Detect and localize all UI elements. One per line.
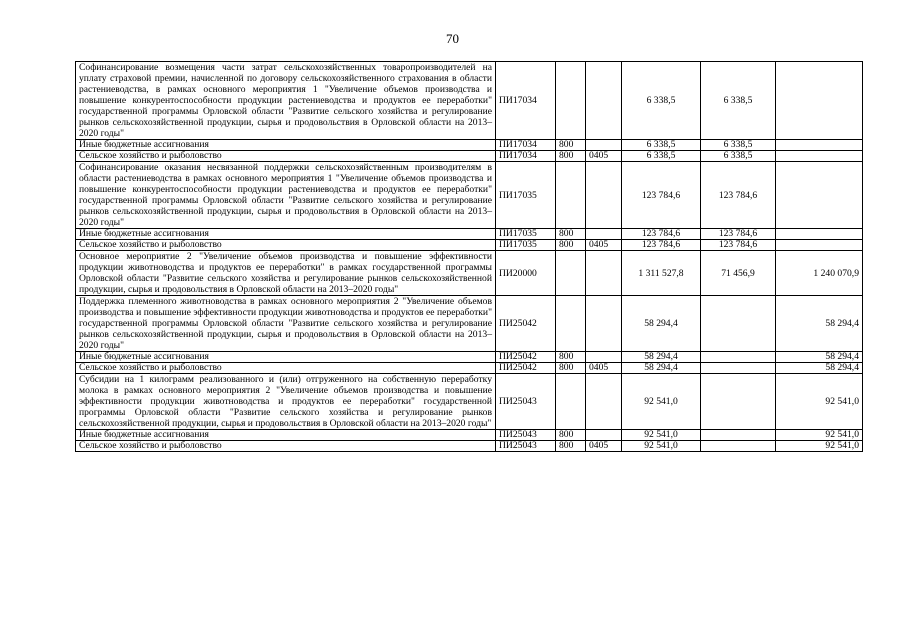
amount-regional-cell [776,240,863,251]
row-name-cell: Сельское хозяйство и рыболовство [76,363,496,374]
target-code-cell: ПИ17035 [496,229,556,240]
row-name-cell: Иные бюджетные ассигнования [76,430,496,441]
section-code-cell [586,430,622,441]
target-code-cell: ПИ25043 [496,374,556,430]
table-row [76,140,863,151]
amount-total-cell: 123 784,6 [622,240,701,251]
amount-total-cell: 58 294,4 [622,363,701,374]
amount-regional-cell: 92 541,0 [776,374,863,430]
target-code-cell: ПИ17034 [496,151,556,162]
row-name-cell: Софинансирование возмещения части затрат сельскохозяйственных товаропроизводителей на уплату страховой премии, начисленной по договору сельскохозяйственного страхования в области растениеводства, в рамках основного мероприятия 1 "Увеличение объемов производства и повышение конкурентоспособности продукции растениеводства и продуктов ее переработки" государственной программы Орловской области "Развитие сельского хозяйства и регулирование рынков сельскохозяйственной продукции, сырья и продовольствия в Орловской области на 2013–2020 годы" [76,62,496,140]
expense-type-cell [556,162,586,229]
table-row [76,441,863,452]
row-name-cell: Поддержка племенного животноводства в рамках основного мероприятия 2 "Увеличение объемов производства и повышение эффективности продукции животноводства и продуктов ее переработки" государственной программы Орловской области "Развитие сельского хозяйства и регулирование рынков сельскохозяйственной продукции, сырья и продовольствия в Орловской области на 2013–2020 годы" [76,296,496,352]
table-row [76,162,863,229]
amount-federal-cell: 6 338,5 [701,151,776,162]
amount-total-cell: 6 338,5 [622,62,701,140]
expense-type-cell: 800 [556,430,586,441]
expense-type-cell: 800 [556,441,586,452]
expense-type-cell: 800 [556,151,586,162]
amount-total-cell: 6 338,5 [622,140,701,151]
amount-federal-cell: 71 456,9 [701,251,776,296]
amount-federal-cell [701,363,776,374]
section-code-cell [586,229,622,240]
amount-federal-cell: 123 784,6 [701,229,776,240]
table-row [76,363,863,374]
row-name-cell: Субсидии на 1 килограмм реализованного и (или) отгруженного на собственную переработку молока в рамках основного мероприятия 2 "Увеличение объемов производства и повышение эффективности продукции животноводства и продуктов ее переработки" государственной программы Орловской области "Развитие сельского хозяйства и регулирование рынков сельскохозяйственной продукции, сырья и продовольствия в Орловской области на 2013–2020 годы" [76,374,496,430]
section-code-cell: 0405 [586,441,622,452]
target-code-cell: ПИ17034 [496,62,556,140]
amount-regional-cell: 58 294,4 [776,363,863,374]
row-name-cell: Сельское хозяйство и рыболовство [76,240,496,251]
amount-total-cell: 123 784,6 [622,162,701,229]
expense-type-cell: 800 [556,240,586,251]
page-number: 70 [446,31,459,46]
expense-type-cell: 800 [556,229,586,240]
amount-total-cell: 92 541,0 [622,441,701,452]
row-name-cell: Сельское хозяйство и рыболовство [76,441,496,452]
table-row [76,151,863,162]
expense-type-cell: 800 [556,352,586,363]
table-row [76,251,863,296]
target-code-cell: ПИ17035 [496,162,556,229]
amount-federal-cell [701,430,776,441]
target-code-cell: ПИ25042 [496,296,556,352]
expense-type-cell [556,251,586,296]
target-code-cell: ПИ25042 [496,363,556,374]
section-code-cell [586,296,622,352]
expense-type-cell [556,62,586,140]
table-body [76,62,863,452]
amount-regional-cell: 58 294,4 [776,352,863,363]
row-name-cell: Сельское хозяйство и рыболовство [76,151,496,162]
table-row [76,240,863,251]
amount-federal-cell [701,352,776,363]
amount-federal-cell: 6 338,5 [701,140,776,151]
target-code-cell: ПИ20000 [496,251,556,296]
section-code-cell: 0405 [586,151,622,162]
amount-total-cell: 123 784,6 [622,229,701,240]
section-code-cell: 0405 [586,363,622,374]
row-name-cell: Иные бюджетные ассигнования [76,352,496,363]
section-code-cell [586,162,622,229]
budget-table [75,61,863,452]
section-code-cell [586,62,622,140]
row-name-cell: Софинансирование оказания несвязанной поддержки сельскохозяйственным производителям в области растениеводства в рамках основного мероприятия 1 "Увеличение объемов производства и повышение конкурентоспособности продукции растениеводства и продуктов ее переработки" государственной программы Орловской области "Развитие сельского хозяйства и регулирование рынков сельскохозяйственной продукции, сырья и продовольствия в Орловской области на 2013–2020 годы" [76,162,496,229]
section-code-cell [586,251,622,296]
table-row [76,430,863,441]
table-row [76,352,863,363]
target-code-cell: ПИ25043 [496,441,556,452]
amount-regional-cell [776,151,863,162]
amount-regional-cell: 1 240 070,9 [776,251,863,296]
amount-federal-cell [701,374,776,430]
amount-federal-cell: 123 784,6 [701,162,776,229]
expense-type-cell [556,374,586,430]
table-row [76,374,863,430]
table-row [76,229,863,240]
amount-regional-cell: 92 541,0 [776,441,863,452]
table-row [76,296,863,352]
amount-federal-cell [701,441,776,452]
amount-regional-cell [776,162,863,229]
expense-type-cell: 800 [556,363,586,374]
amount-total-cell: 1 311 527,8 [622,251,701,296]
target-code-cell: ПИ25043 [496,430,556,441]
expense-type-cell: 800 [556,140,586,151]
section-code-cell [586,140,622,151]
target-code-cell: ПИ25042 [496,352,556,363]
amount-total-cell: 58 294,4 [622,296,701,352]
section-code-cell [586,374,622,430]
amount-total-cell: 58 294,4 [622,352,701,363]
amount-regional-cell [776,140,863,151]
amount-total-cell: 92 541,0 [622,430,701,441]
section-code-cell [586,352,622,363]
amount-regional-cell [776,62,863,140]
section-code-cell: 0405 [586,240,622,251]
amount-total-cell: 92 541,0 [622,374,701,430]
row-name-cell: Иные бюджетные ассигнования [76,229,496,240]
amount-federal-cell: 6 338,5 [701,62,776,140]
amount-regional-cell: 58 294,4 [776,296,863,352]
target-code-cell: ПИ17034 [496,140,556,151]
expense-type-cell [556,296,586,352]
amount-total-cell: 6 338,5 [622,151,701,162]
row-name-cell: Иные бюджетные ассигнования [76,140,496,151]
amount-regional-cell [776,229,863,240]
target-code-cell: ПИ17035 [496,240,556,251]
row-name-cell: Основное мероприятие 2 "Увеличение объемов производства и повышение эффективности продукции животноводства и продуктов ее переработки" в рамках государственной программы Орловской области "Развитие сельского хозяйства и регулирование рынков сельскохозяйственной продукции, сырья и продовольствия в Орловской области на 2013–2020 годы" [76,251,496,296]
amount-federal-cell: 123 784,6 [701,240,776,251]
table-row [76,62,863,140]
amount-federal-cell [701,296,776,352]
amount-regional-cell: 92 541,0 [776,430,863,441]
